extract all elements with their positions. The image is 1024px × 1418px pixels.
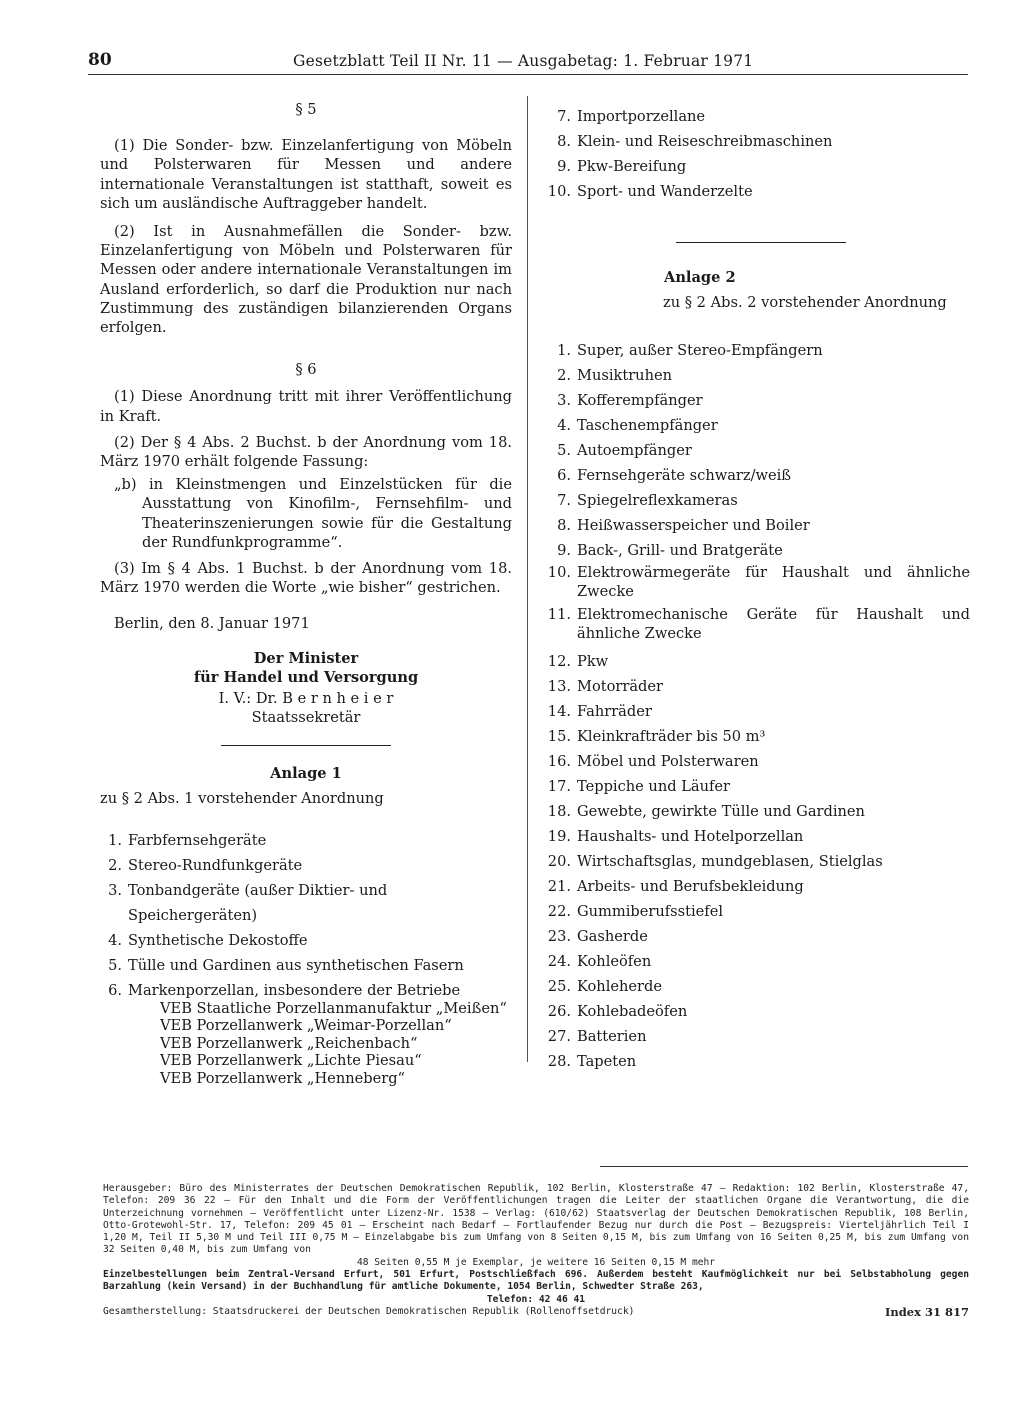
list-item: 18. Gewebte, gewirkte Tülle und Gardinen <box>547 803 865 821</box>
annex-1-list <box>100 828 512 1003</box>
list-item: 5. Tülle und Gardinen aus synthetischen Fasern <box>108 956 464 974</box>
list-item: 27. Batterien <box>547 1028 647 1046</box>
column-divider <box>527 96 528 1062</box>
list-item: 6. Markenporzellan, insbesondere der Betriebe <box>108 981 461 999</box>
list-item: 4. Taschenempfänger <box>557 417 718 435</box>
veb-company: VEB Staatliche Porzellanmanufaktur „Meißen“ <box>160 999 507 1017</box>
list-item: 9. Back-, Grill- und Bratgeräte <box>557 542 783 560</box>
section-5-paragraph-1: (1) Die Sonder- bzw. Einzelanfertigung von Möbeln und Polsterwaren für Messen und andere internationale Veranstaltungen ist statthaft, soweit es sich um ausländische Auftraggeber handelt. <box>100 137 512 212</box>
section-5-paragraph-2: (2) Ist in Ausnahmefällen die Sonder- bzw. Einzelanfertigung von Möbeln und Polsterwaren für Messen oder andere internationale Veranstaltungen im Ausland erforderlich, so darf die Produktion nur nach Zustimmung des zuständigen bilanzierenden Organs erfolgen. <box>100 223 512 337</box>
section-6-paragraph-3: (3) Im § 4 Abs. 1 Buchst. b der Anordnung vom 18. März 1970 werden die Worte „wie bisher“ gestrichen. <box>100 560 512 597</box>
list-item: 20. Wirtschaftsglas, mundgeblasen, Stielglas <box>547 853 883 871</box>
list-item: 21. Arbeits- und Berufsbekleidung <box>547 878 804 896</box>
list-item: 13. Motorräder <box>547 678 663 696</box>
list-item: 10. Sport- und Wanderzelte <box>547 183 753 200</box>
list-item: 26. Kohlebadeöfen <box>547 1003 688 1021</box>
veb-company: VEB Porzellanwerk „Weimar-Porzellan“ <box>160 1017 452 1035</box>
annex-2-subtitle: zu § 2 Abs. 2 vorstehender Anordnung <box>663 294 947 312</box>
imprint-rule <box>600 1166 968 1167</box>
header-title: Gesetzblatt Teil II Nr. 11 — Ausgabetag: 1. Februar 1971 <box>293 52 754 70</box>
list-item: 5. Autoempfänger <box>557 442 692 460</box>
list-item: 1. Super, außer Stereo-Empfängern <box>557 342 823 360</box>
list-item: 3. Tonbandgeräte (außer Diktier- und Speichergeräten) <box>108 881 388 924</box>
list-item: 4. Synthetische Dekostoffe <box>108 931 308 949</box>
place-date: Berlin, den 8. Januar 1971 <box>114 615 310 633</box>
list-item: 3. Kofferempfänger <box>557 392 703 410</box>
index-number: Index 31 817 <box>885 1304 969 1319</box>
annex-1-list-continued <box>546 104 970 204</box>
section-6-quote: „b) in Kleinstmengen und Einzelstücken für die Ausstattung von Kinofilm-, Fernsehfilm- und Theaterinszenierungen sowie für die Gestaltung der Rundfunkprogramme“. <box>114 476 512 551</box>
annex-1-subtitle: zu § 2 Abs. 1 vorstehender Anordnung <box>100 789 384 807</box>
imprint-orders: Einzelbestellungen beim Zentral-Versand Erfurt, 501 Erfurt, Postschließfach 696. Außerdem besteht Kaufmöglichkeit nur bei Selbstabholung gegen Barzahlung (kein Versand) in der Buchhandlung für amtliche Dokumente, 1054 Berlin, Schwedter Straße 263, <box>103 1269 969 1293</box>
imprint-publisher: Herausgeber: Büro des Ministerrates der Deutschen Demokratischen Republik, 102 Berlin, Klosterstraße 47 — Redaktion: 102 Berlin, Klosterstraße 47, Telefon: 209 36 22 — Für den Inhalt und die Form der Veröffentlichungen tragen die Leiter der staatlichen Organe die Verantwortung, die die Unterzeichnung vornehmen — Veröffentlicht unter Lizenz-Nr. 1538 — Verlag: (610/62) Staatsverlag der Deutschen Demokratischen Republik, 108 Berlin, Otto-Grotewohl-Str. 17, Telefon: 209 45 01 — Erscheint nach Bedarf — Fortlaufender Bezug nur durch die Post — Bezugspreis: Vierteljährlich Teil I 1,20 M, Teil II 5,30 M und Teil III 0,75 M — Einzelabgabe bis zum Umfang von 8 Seiten 0,15 M, bis zum Umfang von 16 Seiten 0,25 M, bis zum Umfang von 32 Seiten 0,40 M, bis zum Umfang von <box>103 1183 969 1256</box>
right-column <box>546 104 970 1074</box>
imprint-publisher-cont: 48 Seiten 0,55 M je Exemplar, je weitere 16 Seiten 0,15 M mehr <box>356 1256 716 1268</box>
annex-2-list <box>546 338 970 1074</box>
imprint-printer <box>103 1306 969 1318</box>
list-item: 8. Klein- und Reiseschreibmaschinen <box>557 133 833 150</box>
list-item: 2. Stereo-Rundfunkgeräte <box>108 856 303 874</box>
veb-company: VEB Porzellanwerk „Reichenbach“ <box>160 1034 418 1052</box>
section-6-heading: § 6 <box>295 361 317 379</box>
section-6-paragraph-2: (2) Der § 4 Abs. 2 Buchst. b der Anordnung vom 18. März 1970 erhält folgende Fassung: <box>100 433 512 471</box>
list-item: 15. Kleinkrafträder bis 50 m³ <box>547 728 766 746</box>
annex-2-title: Anlage 2 <box>664 269 736 286</box>
list-item: 17. Teppiche und Läufer <box>547 778 731 796</box>
list-item: 10. Elektrowärmegeräte für Haushalt und ähnliche Zwecke <box>547 564 970 601</box>
veb-company: VEB Porzellanwerk „Lichte Piesau“ <box>160 1052 422 1070</box>
veb-company: VEB Porzellanwerk „Henneberg“ <box>160 1069 406 1087</box>
imprint <box>103 1183 969 1318</box>
list-item: 19. Haushalts- und Hotelporzellan <box>547 828 804 846</box>
list-item: 9. Pkw-Bereifung <box>557 158 687 175</box>
list-item: 7. Spiegelreflexkameras <box>557 492 738 510</box>
page-header <box>88 50 968 80</box>
page-number: 80 <box>88 50 112 70</box>
list-item: 16. Möbel und Polsterwaren <box>547 753 759 771</box>
list-item: 24. Kohleöfen <box>547 953 652 971</box>
left-column <box>100 100 512 1087</box>
imprint-printer-text: Gesamtherstellung: Staatsdruckerei der Deutschen Demokratischen Republik (Rollenoffsetdruck) <box>103 1305 635 1317</box>
section-6-paragraph-1: (1) Diese Anordnung tritt mit ihrer Veröffentlichung in Kraft. <box>100 388 512 425</box>
list-item: 1. Farbfernsehgeräte <box>108 831 267 849</box>
list-item: 12. Pkw <box>547 653 609 671</box>
imprint-orders-phone: Telefon: 42 46 41 <box>486 1293 586 1305</box>
signature-line-3: I. V.: Dr. B e r n h e i e r <box>218 690 394 708</box>
list-item: 23. Gasherde <box>547 928 648 946</box>
section-5-heading: § 5 <box>295 101 317 118</box>
list-item: 11. Elektromechanische Geräte für Haushalt und ähnliche Zwecke <box>547 606 970 643</box>
signature-line-1: Der Minister <box>253 649 359 667</box>
signature-line-2: für Handel und Versorgung <box>193 668 419 686</box>
signature-line-4: Staatssekretär <box>251 709 361 727</box>
list-item: 7. Importporzellane <box>557 108 706 125</box>
annex-1-title: Anlage 1 <box>270 765 342 783</box>
list-item: 22. Gummiberufsstiefel <box>547 903 724 921</box>
list-item: 28. Tapeten <box>547 1053 637 1071</box>
header-rule <box>88 74 968 75</box>
list-item: 2. Musiktruhen <box>557 367 673 385</box>
list-item: 14. Fahrräder <box>547 703 652 721</box>
list-item: 25. Kohleherde <box>547 978 662 996</box>
list-item: 8. Heißwasserspeicher und Boiler <box>557 517 810 535</box>
list-item: 6. Fernsehgeräte schwarz/weiß <box>557 467 792 485</box>
